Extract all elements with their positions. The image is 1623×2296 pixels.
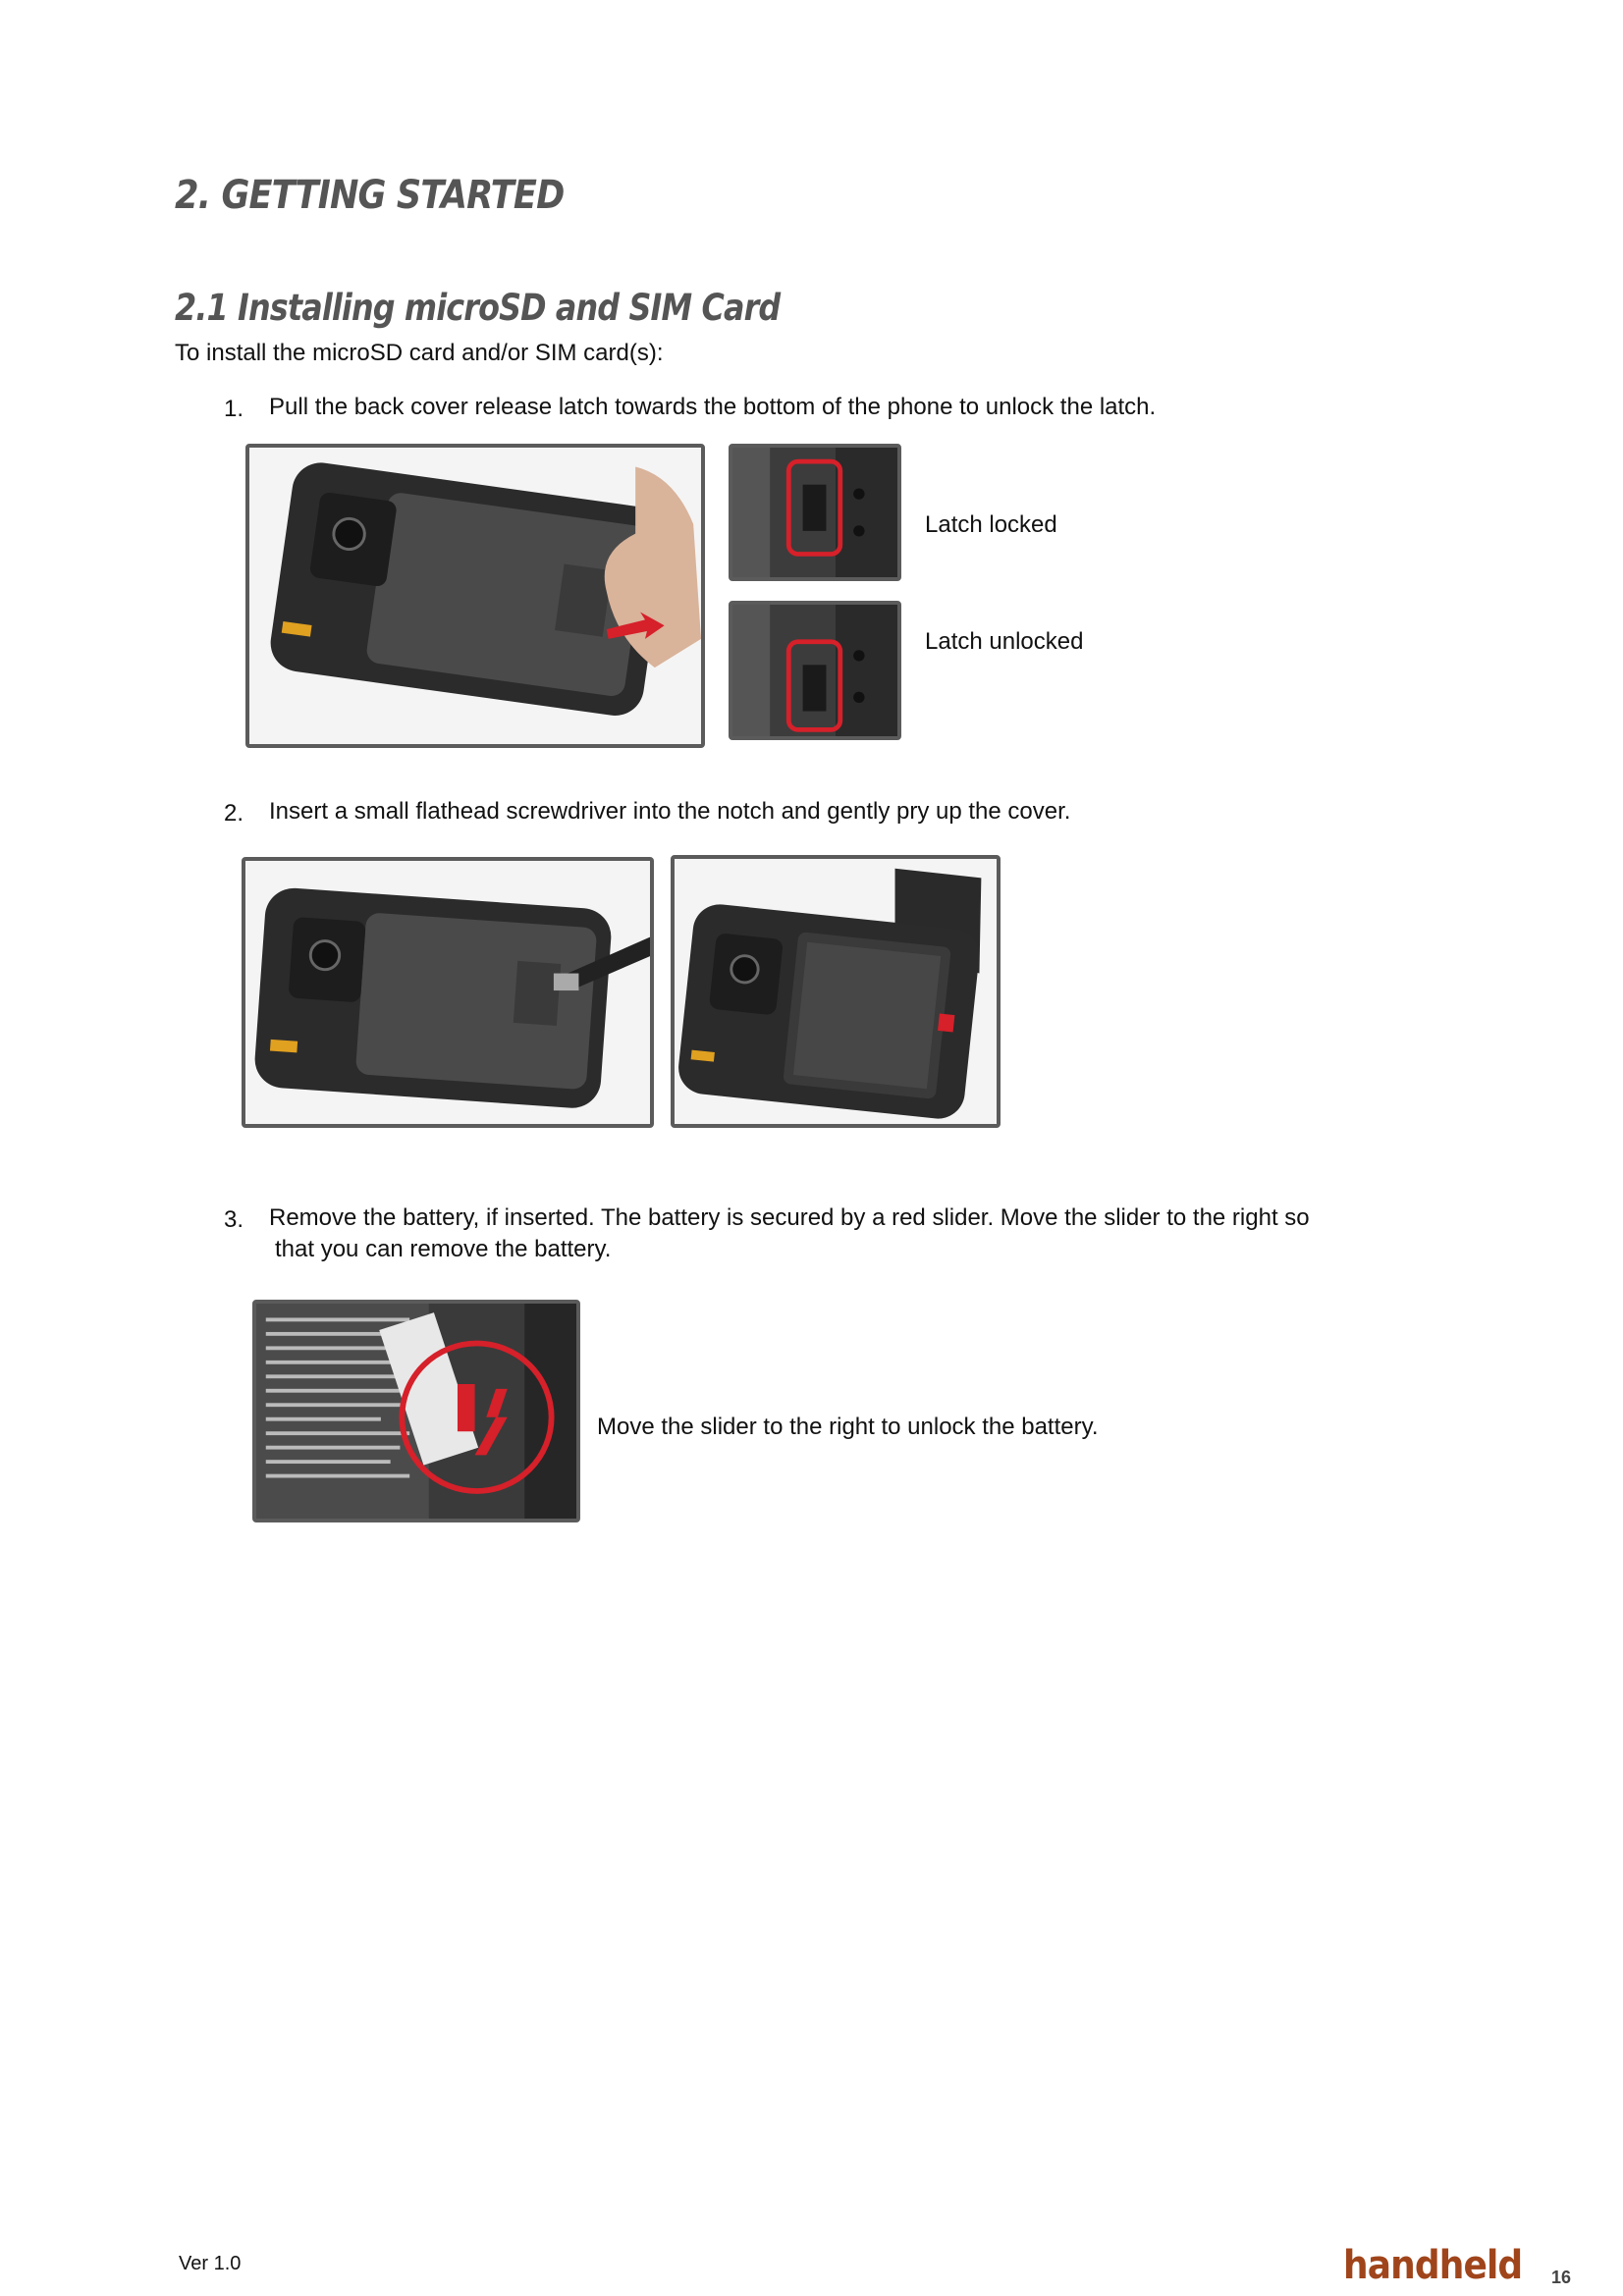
- step-3-text-line1: Remove the battery, if inserted. The battery is secured by a red slider. Move the slider to the right so: [269, 1204, 1310, 1231]
- photo-cover-removed: [671, 855, 1001, 1128]
- intro-text: To install the microSD card and/or SIM card(s):: [175, 340, 664, 366]
- page-number: 16: [1551, 2268, 1572, 2287]
- section-heading: 2.1 Installing microSD and SIM Card: [175, 287, 781, 329]
- photo-latch-locked: [729, 444, 901, 581]
- caption-latch-unlocked: Latch unlocked: [925, 628, 1084, 655]
- handheld-logo: handheld: [1343, 2243, 1523, 2288]
- caption-latch-locked: Latch locked: [925, 511, 1057, 538]
- step-3-number: 3.: [224, 1206, 244, 1233]
- chapter-heading: 2. GETTING STARTED: [175, 173, 565, 218]
- photo-battery-slider: [252, 1300, 580, 1522]
- step-3-text-line2: that you can remove the battery.: [275, 1236, 612, 1262]
- step-1-number: 1.: [224, 396, 244, 422]
- step-1-text: Pull the back cover release latch towards the bottom of the phone to unlock the latch.: [269, 394, 1157, 420]
- step-2-text: Insert a small flathead screwdriver into the notch and gently pry up the cover.: [269, 798, 1071, 825]
- version-label: Ver 1.0: [179, 2253, 242, 2274]
- caption-slider: Move the slider to the right to unlock the battery.: [597, 1414, 1099, 1440]
- step-2-number: 2.: [224, 800, 244, 827]
- photo-pry-cover: [242, 857, 654, 1128]
- photo-latch-unlocked: [729, 601, 901, 740]
- photo-phone-latch: [245, 444, 705, 748]
